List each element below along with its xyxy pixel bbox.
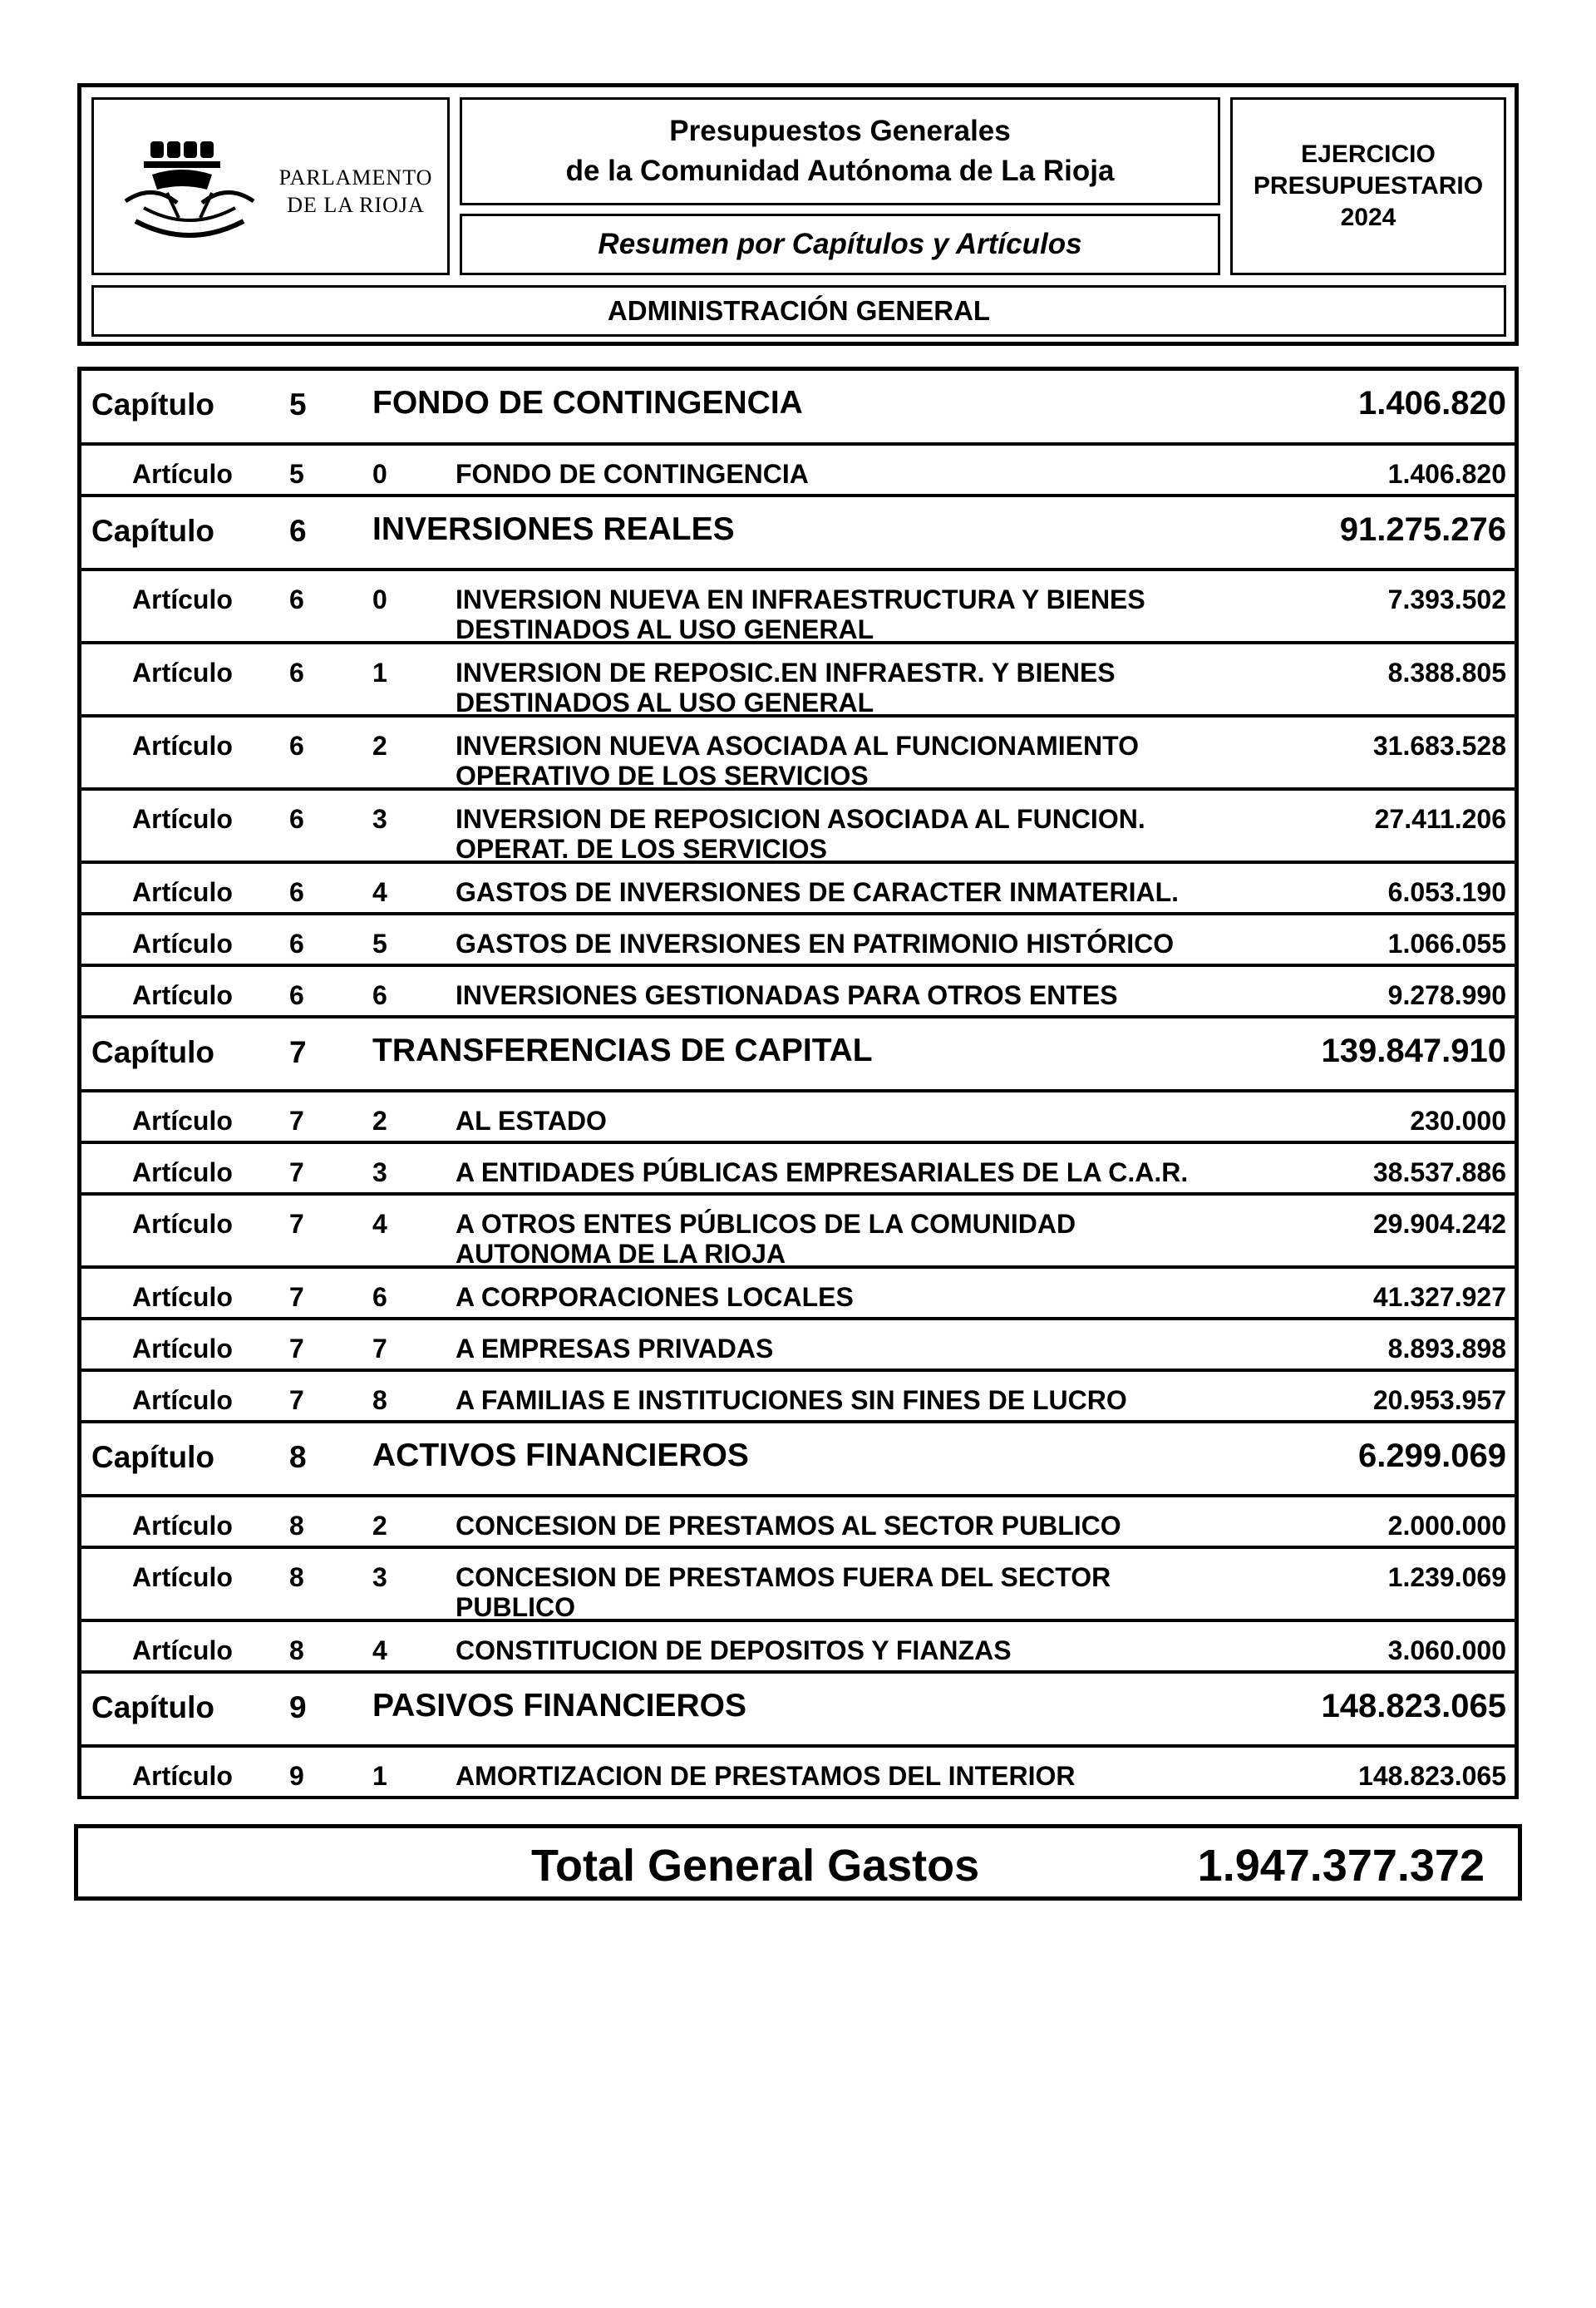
article-row <box>81 1549 1515 1622</box>
row-description: GASTOS DE INVERSIONES DE CARACTER INMATERIAL. <box>456 877 1179 907</box>
row-label: Artículo <box>132 929 233 959</box>
row-article-number: 8 <box>372 1385 387 1415</box>
row-description-continued: DESTINADOS AL USO GENERAL <box>456 614 874 644</box>
row-label: Artículo <box>132 459 233 489</box>
row-article-number: 3 <box>372 804 387 834</box>
row-amount: 29.904.242 <box>1372 1209 1506 1239</box>
fiscal-year-line-2: PRESUPUESTARIO <box>1253 172 1484 200</box>
row-label: Artículo <box>132 1209 233 1239</box>
row-chapter-number: 6 <box>289 514 307 548</box>
row-description: INVERSIONES REALES <box>372 511 735 547</box>
subtitle-box <box>460 214 1220 275</box>
row-amount: 8.893.898 <box>1387 1334 1506 1364</box>
row-chapter-number: 6 <box>289 731 304 761</box>
row-article-number: 4 <box>372 1209 387 1239</box>
row-description: CONCESION DE PRESTAMOS FUERA DEL SECTOR <box>456 1562 1111 1592</box>
row-article-number: 2 <box>372 731 387 761</box>
article-row <box>81 915 1515 967</box>
row-label: Artículo <box>132 804 233 834</box>
row-amount: 2.000.000 <box>1387 1511 1506 1541</box>
row-amount: 148.823.065 <box>1358 1761 1506 1791</box>
article-row <box>81 644 1515 718</box>
row-chapter-number: 5 <box>289 459 304 489</box>
row-article-number: 3 <box>372 1157 387 1187</box>
article-row <box>81 1372 1515 1423</box>
row-chapter-number: 6 <box>289 804 304 834</box>
row-description: A ENTIDADES PÚBLICAS EMPRESARIALES DE LA C.A.R. <box>456 1157 1189 1187</box>
title-box <box>460 97 1220 205</box>
row-label: Artículo <box>132 1157 233 1187</box>
chapter-row <box>81 371 1515 446</box>
row-amount: 148.823.065 <box>1321 1688 1506 1724</box>
article-row <box>81 1748 1515 1799</box>
row-label: Artículo <box>132 1635 233 1665</box>
row-description: AL ESTADO <box>456 1106 607 1136</box>
row-article-number: 4 <box>372 1635 387 1665</box>
parliament-logo-icon <box>119 141 260 241</box>
row-label: Artículo <box>132 1385 233 1415</box>
row-amount: 8.388.805 <box>1387 658 1506 688</box>
chapter-row <box>81 1674 1515 1748</box>
row-description: TRANSFERENCIAS DE CAPITAL <box>372 1033 873 1068</box>
row-article-number: 4 <box>372 877 387 907</box>
row-amount: 1.239.069 <box>1387 1562 1506 1592</box>
row-description-continued: DESTINADOS AL USO GENERAL <box>456 688 874 718</box>
document-subtitle: Resumen por Capítulos y Artículos <box>598 228 1082 260</box>
row-label: Artículo <box>132 1334 233 1364</box>
article-row <box>81 571 1515 644</box>
row-amount: 1.066.055 <box>1387 929 1506 959</box>
row-description: A EMPRESAS PRIVADAS <box>456 1334 774 1364</box>
article-row <box>81 967 1515 1018</box>
article-row <box>81 446 1515 497</box>
row-amount: 31.683.528 <box>1372 731 1506 761</box>
row-article-number: 1 <box>372 658 387 688</box>
section-box <box>91 285 1506 337</box>
row-chapter-number: 7 <box>289 1209 304 1239</box>
row-description: PASIVOS FINANCIEROS <box>372 1688 747 1724</box>
row-label: Artículo <box>132 877 233 907</box>
document-title-line-2: de la Comunidad Autónoma de La Rioja <box>565 155 1115 187</box>
logo-text-line: PARLAMENTO <box>278 165 433 190</box>
row-article-number: 6 <box>372 1282 387 1312</box>
row-description: INVERSION NUEVA ASOCIADA AL FUNCIONAMIENTO <box>456 731 1139 761</box>
section-title: ADMINISTRACIÓN GENERAL <box>607 295 991 326</box>
article-row <box>81 791 1515 864</box>
row-chapter-number: 7 <box>289 1035 307 1069</box>
row-amount: 9.278.990 <box>1387 980 1506 1010</box>
row-chapter-number: 7 <box>289 1334 304 1364</box>
fiscal-year-box <box>1230 97 1506 275</box>
row-label: Artículo <box>132 658 233 688</box>
logo-text-line: DE LA RIOJA <box>287 193 425 217</box>
document-header <box>77 83 1519 346</box>
row-description: AMORTIZACION DE PRESTAMOS DEL INTERIOR <box>456 1761 1076 1791</box>
article-row <box>81 1622 1515 1674</box>
row-amount: 6.053.190 <box>1387 877 1506 907</box>
row-amount: 3.060.000 <box>1387 1635 1506 1665</box>
row-label: Artículo <box>132 980 233 1010</box>
row-chapter-number: 8 <box>289 1440 307 1474</box>
row-amount: 20.953.957 <box>1372 1385 1506 1415</box>
row-label: Artículo <box>132 731 233 761</box>
row-description-continued: AUTONOMA DE LA RIOJA <box>456 1239 786 1269</box>
row-description: A OTROS ENTES PÚBLICOS DE LA COMUNIDAD <box>456 1209 1076 1239</box>
logo-text <box>260 164 451 219</box>
article-row <box>81 1320 1515 1372</box>
row-chapter-number: 6 <box>289 658 304 688</box>
row-label: Artículo <box>132 1106 233 1136</box>
row-description-continued: PUBLICO <box>456 1592 575 1622</box>
row-label: Artículo <box>132 1562 233 1592</box>
row-amount: 7.393.502 <box>1387 584 1506 614</box>
row-description: INVERSION DE REPOSICION ASOCIADA AL FUNCION. <box>456 804 1145 834</box>
row-description: FONDO DE CONTINGENCIA <box>456 459 809 489</box>
row-description: CONSTITUCION DE DEPOSITOS Y FIANZAS <box>456 1635 1012 1665</box>
row-description: GASTOS DE INVERSIONES EN PATRIMONIO HISTÓRICO <box>456 929 1175 959</box>
budget-table <box>77 367 1519 1799</box>
row-description: ACTIVOS FINANCIEROS <box>372 1438 749 1473</box>
fiscal-year-value: 2024 <box>1340 204 1396 231</box>
row-article-number: 2 <box>372 1106 387 1136</box>
row-chapter-number: 5 <box>289 387 307 422</box>
row-chapter-number: 7 <box>289 1157 304 1187</box>
row-label: Artículo <box>132 1511 233 1541</box>
row-amount: 38.537.886 <box>1372 1157 1506 1187</box>
article-row <box>81 864 1515 915</box>
row-label: Capítulo <box>91 1035 214 1069</box>
row-chapter-number: 8 <box>289 1635 304 1665</box>
row-label: Artículo <box>132 584 233 614</box>
row-description-continued: OPERAT. DE LOS SERVICIOS <box>456 834 827 864</box>
row-chapter-number: 6 <box>289 929 304 959</box>
row-amount: 139.847.910 <box>1321 1033 1506 1069</box>
row-description: INVERSION DE REPOSIC.EN INFRAESTR. Y BIENES <box>456 658 1116 688</box>
row-chapter-number: 9 <box>289 1690 307 1724</box>
row-label: Capítulo <box>91 1440 214 1474</box>
row-description: CONCESION DE PRESTAMOS AL SECTOR PUBLICO <box>456 1511 1121 1541</box>
row-chapter-number: 6 <box>289 980 304 1010</box>
row-amount: 6.299.069 <box>1358 1438 1506 1474</box>
row-description: INVERSION NUEVA EN INFRAESTRUCTURA Y BIENES <box>456 584 1145 614</box>
article-row <box>81 718 1515 791</box>
row-article-number: 6 <box>372 980 387 1010</box>
row-article-number: 0 <box>372 584 387 614</box>
row-description: INVERSIONES GESTIONADAS PARA OTROS ENTES <box>456 980 1118 1010</box>
row-article-number: 7 <box>372 1334 387 1364</box>
row-label: Capítulo <box>91 1690 214 1724</box>
document-title-line-1: Presupuestos Generales <box>669 115 1011 147</box>
article-row <box>81 1144 1515 1196</box>
total-row <box>74 1824 1522 1901</box>
row-article-number: 5 <box>372 929 387 959</box>
article-row <box>81 1092 1515 1144</box>
row-description: A CORPORACIONES LOCALES <box>456 1282 854 1312</box>
row-description: FONDO DE CONTINGENCIA <box>372 385 803 421</box>
row-article-number: 0 <box>372 459 387 489</box>
row-article-number: 2 <box>372 1511 387 1541</box>
row-amount: 1.406.820 <box>1358 385 1506 422</box>
total-amount: 1.947.377.372 <box>1197 1841 1485 1891</box>
row-chapter-number: 9 <box>289 1761 304 1791</box>
row-chapter-number: 6 <box>289 877 304 907</box>
row-chapter-number: 8 <box>289 1562 304 1592</box>
logo-box <box>91 97 450 275</box>
row-amount: 41.327.927 <box>1372 1282 1506 1312</box>
row-description: A FAMILIAS E INSTITUCIONES SIN FINES DE LUCRO <box>456 1385 1127 1415</box>
row-label: Capítulo <box>91 387 214 422</box>
fiscal-year-line-1: EJERCICIO <box>1301 141 1436 168</box>
chapter-row <box>81 1018 1515 1092</box>
row-amount: 91.275.276 <box>1339 511 1506 548</box>
row-article-number: 1 <box>372 1761 387 1791</box>
row-label: Capítulo <box>91 514 214 548</box>
row-description-continued: OPERATIVO DE LOS SERVICIOS <box>456 761 869 791</box>
row-chapter-number: 7 <box>289 1106 304 1136</box>
total-label: Total General Gastos <box>531 1841 980 1891</box>
chapter-row <box>81 1423 1515 1497</box>
row-chapter-number: 7 <box>289 1385 304 1415</box>
row-chapter-number: 6 <box>289 584 304 614</box>
row-article-number: 3 <box>372 1562 387 1592</box>
row-amount: 27.411.206 <box>1374 804 1506 834</box>
article-row <box>81 1269 1515 1320</box>
row-label: Artículo <box>132 1761 233 1791</box>
row-amount: 1.406.820 <box>1387 459 1506 489</box>
row-label: Artículo <box>132 1282 233 1312</box>
row-chapter-number: 7 <box>289 1282 304 1312</box>
row-chapter-number: 8 <box>289 1511 304 1541</box>
row-amount: 230.000 <box>1410 1106 1506 1136</box>
chapter-row <box>81 497 1515 571</box>
article-row <box>81 1497 1515 1549</box>
article-row <box>81 1196 1515 1269</box>
